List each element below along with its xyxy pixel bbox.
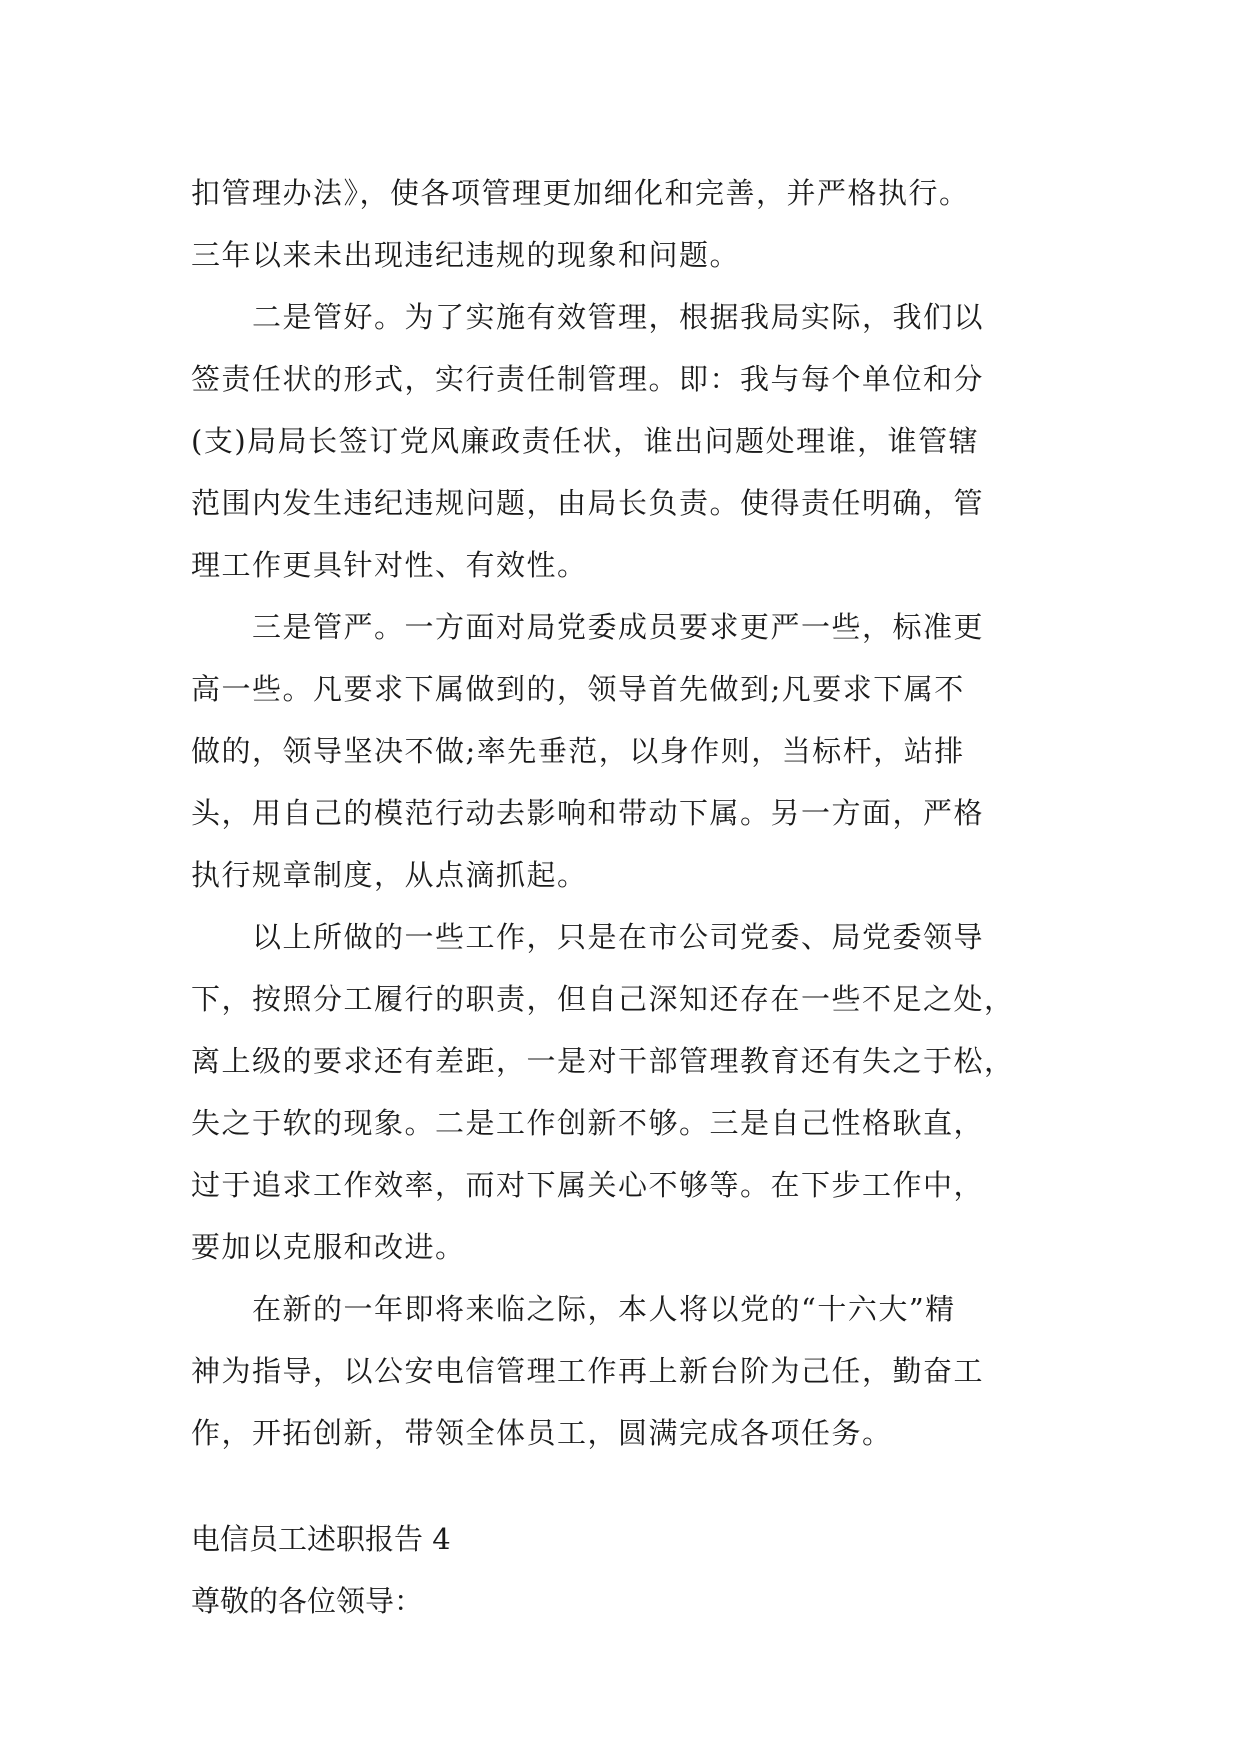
text-line: 做的，领导坚决不做;率先垂范，以身作则，当标杆，站排 [191, 734, 965, 768]
text-line: 三年以来未出现违纪违规的现象和问题。 [191, 238, 741, 272]
text-line: 二是管好。为了实施有效管理，根据我局实际，我们以 [191, 300, 985, 334]
text-line: 扣管理办法》，使各项管理更加细化和完善，并严格执行。 [191, 176, 970, 210]
text-line: 头，用自己的模范行动去影响和带动下属。另一方面，严格 [191, 796, 985, 830]
text-line: 签责任状的形式，实行责任制管理。即：我与每个单位和分 [191, 362, 985, 396]
text-line: 高一些。凡要求下属做到的，领导首先做到;凡要求下属不 [191, 672, 965, 706]
text-line: 以上所做的一些工作，只是在市公司党委、局党委领导 [191, 920, 985, 954]
text-line: 作，开拓创新，带领全体员工，圆满完成各项任务。 [191, 1416, 893, 1450]
text-line: 神为指导，以公安电信管理工作再上新台阶为己任，勤奋工 [191, 1354, 985, 1388]
section-spacer [191, 1464, 1071, 1508]
text-line: 过于追求工作效率，而对下属关心不够等。在下步工作中， [191, 1168, 985, 1202]
text-line: 下，按照分工履行的职责，但自己深知还存在一些不足之处， [191, 982, 1015, 1016]
salutation: 尊敬的各位领导： [191, 1584, 424, 1618]
text-line: 范围内发生违纪违规问题，由局长负责。使得责任明确，管 [191, 486, 985, 520]
text-line: 失之于软的现象。二是工作创新不够。三是自己性格耿直， [191, 1106, 985, 1140]
text-line: 离上级的要求还有差距，一是对干部管理教育还有失之于松， [191, 1044, 1015, 1078]
text-line: 执行规章制度，从点滴抓起。 [191, 858, 588, 892]
text-line: (支)局局长签订党风廉政责任状，谁出问题处理谁，谁管辖 [191, 424, 980, 458]
document-body [191, 162, 1071, 1632]
text-line: 理工作更具针对性、有效性。 [191, 548, 588, 582]
section-title: 电信员工述职报告 4 [191, 1522, 451, 1556]
text-line: 要加以克服和改进。 [191, 1230, 466, 1264]
text-line: 在新的一年即将来临之际，本人将以党的“十六大”精 [191, 1292, 956, 1326]
text-line: 三是管严。一方面对局党委成员要求更严一些，标准更 [191, 610, 985, 644]
